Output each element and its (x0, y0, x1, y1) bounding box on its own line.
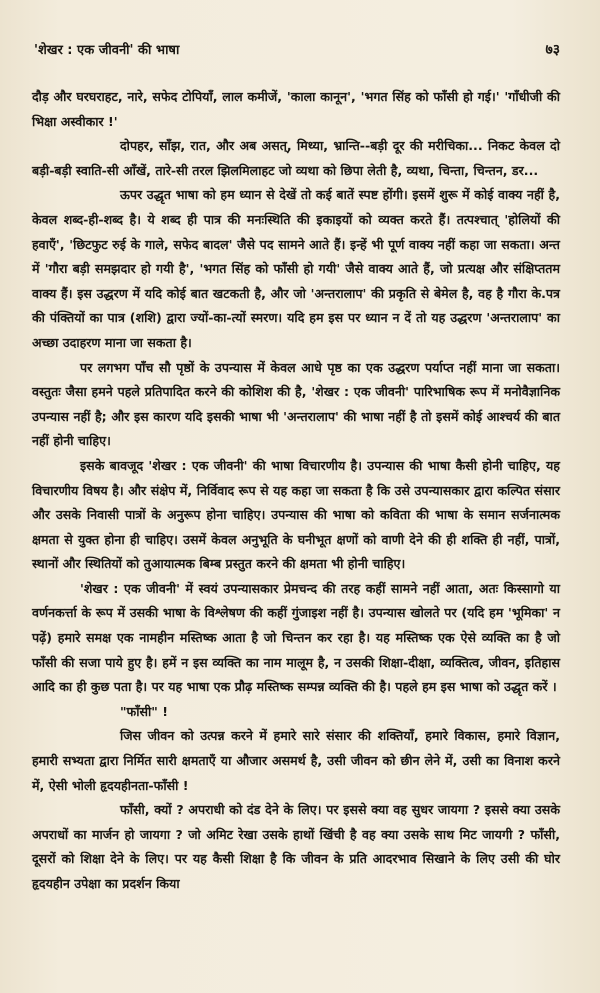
quote-paragraph-why: फाँसी, क्यों ? अपराधी को दंड देने के लिए। पर इससे क्या वह सुधर जायगा ? इससे क्या उसके अपराधों का मार्जन हो जायगा ? जो अमिट रेखा उसके हाथों खिंची है वह क्या उसके साथ मिट जायगी ? फाँसी, दूसरों को शिक्षा देने के लिए। पर यह कैसी शिक्षा है कि जीवन के प्रति आदरभाव सिखाने के लिए उसी की घोर हृदयहीन उपेक्षा का प्रदर्शन किया (32, 802, 560, 891)
quote-paragraph-life: जिस जीवन को उत्पन्न करने में हमारे सारे संसार की शक्तियाँ, हमारे विकास, हमारे विज्ञान, हमारी सभ्यता द्वारा निर्मित सारी क्षमताएँ या औजार असमर्थ है, उसी जीवन को छीन लेने में, उसी का विनाश करने में, ऐसी भोली हृदयहीनता-फाँसी ! (32, 728, 560, 793)
running-title: 'शेखर : एक जीवनी' की भाषा (34, 43, 180, 58)
body-text (32, 85, 560, 897)
quote-paragraph-2: दोपहर, साँझ, रात, और अब असत्, मिथ्या, भ्रान्ति--बड़ी दूर की मरीचिका... निकट केवल दो बड़ी-बड़ी स्वाति-सी आँखें, तारे-सी तरल झिलमिलाहट जो व्यथा को छिपा लेती है, व्यथा, चिन्ता, चिन्तन, डर... (32, 138, 560, 178)
paragraph-language-consideration: इसके बावजूद 'शेखर : एक जीवनी' की भाषा विचारणीय है। उपन्यास की भाषा कैसी होनी चाहिए, यह विचारणीय विषय है। और संक्षेप में, निर्विवाद रूप से यह कहा जा सकता है कि उसे उपन्यासकार द्वारा कल्पित संसार और उसके निवासी पात्रों के अनुरूप होना चाहिए। उपन्यास की भाषा को कविता की भाषा के समान सर्जनात्मक क्षमता से युक्त होना ही चाहिए। उसमें केवल अनुभूति के घनीभूत क्षणों को वाणी देने की ही शक्ति ही नहीं, पात्रों, स्थानों और स्थितियों को तुआयात्मक बिम्ब प्रस्तुत करने की क्षमता भी होनी चाहिए। (32, 457, 560, 572)
paragraph-narrator: 'शेखर : एक जीवनी' में स्वयं उपन्यासकार प्रेमचन्द की तरह कहीं सामने नहीं आता, अतः किस्सागो या वर्णनकर्त्ता के रूप में उसकी भाषा के विश्लेषण की कहीं गुंजाइश नहीं है। उपन्यास खोलते पर (यदि हम 'भूमिका' न पढ़ें) हमारे समक्ष एक नामहीन मस्तिष्क आता है जो चिन्तन कर रहा है। यह मस्तिष्क एक ऐसे व्यक्ति का है जो फाँसी की सजा पाये हुए है। हमें न इस व्यक्ति का नाम मालूम है, न उसकी शिक्षा-दीक्षा, व्यक्तित्व, जीवन, इतिहास आदि का ही कुछ पता है। पर यह भाषा एक प्रौढ़ मस्तिष्क सम्पन्न व्यक्ति की है। पहले हम इस भाषा को उद्धृत करें । (32, 580, 560, 695)
quote-heading-phansi: "फाँसी" ! (120, 703, 168, 719)
running-header (32, 40, 560, 59)
page-number: ७३ (545, 42, 560, 58)
paragraph-novel-length: पर लगभग पाँच सौ पृष्ठों के उपन्यास में केवल आधे पृष्ठ का एक उद्धरण पर्याप्त नहीं माना जा सकता। वस्तुतः जैसा हमने पहले प्रतिपादित करने की कोशिश की है, 'शेखर : एक जीवनी' पारिभाषिक रूप में मनोवैज्ञानिक उपन्यास नहीं है; और इस कारण यदि इसकी भाषा भी 'अन्तरालाप' की भाषा नहीं है तो इसमें कोई आश्चर्य की बात नहीं होनी चाहिए। (32, 359, 560, 449)
paragraph-analysis: ऊपर उद्धृत भाषा को हम ध्यान से देखें तो कई बातें स्पष्ट होंगी। इसमें शुरू में कोई वाक्य नहीं है, केवल शब्द-ही-शब्द है। ये शब्द ही पात्र की मनःस्थिति की इकाइयों को व्यक्त करते हैं। तत्पश्चात् 'होलियों की हवाएँ', 'छिटफुट रुई के गाले, सफेद बादल' जैसे पद सामने आते हैं। इन्हें भी पूर्ण वाक्य नहीं कहा जा सकता। अन्त में 'गौरा बड़ी समझदार हो गयी है', 'भगत सिंह को फाँसी हो गयी' जैसे वाक्य आते हैं, जो प्रत्यक्ष और संक्षिप्ततम वाक्य हैं। इस उद्धरण में यदि कोई बात खटकती है, और जो 'अन्तरालाप' की प्रकृति से बेमेल है, वह है गौरा के.पत्र की पंक्तियों का पात्र (शशि) द्वारा ज्यों-का-त्यों स्मरण। यदि हम इस पर ध्यान न दें तो यह उद्धरण 'अन्तरालाप' का अच्छा उदाहरण माना जा सकता है। (32, 187, 560, 350)
quote-line-1: दौड़ और घरघराहट, नारे, सफेद टोपियाँ, लाल कमीजें, 'काला कानून', 'भगत सिंह को फाँसी हो गई।' 'गाँधीजी की भिक्षा अस्वीकार !' (32, 89, 560, 129)
